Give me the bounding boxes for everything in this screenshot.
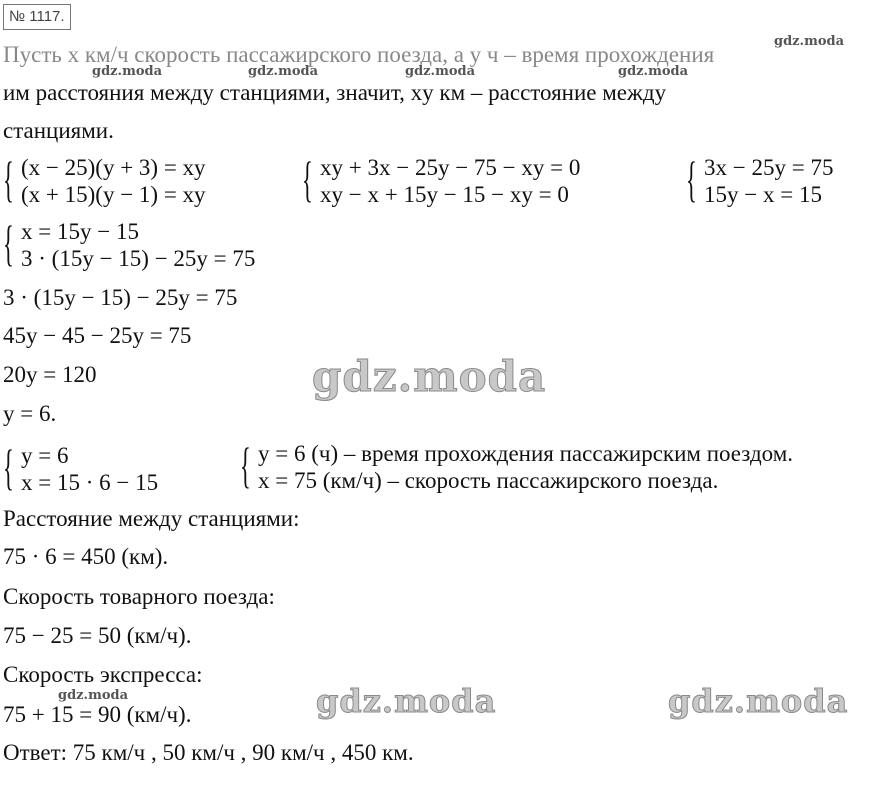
equation-4: y = 6. bbox=[3, 401, 57, 426]
watermark: gdz.moda bbox=[774, 34, 845, 49]
equation-1: 3 · (15y − 15) − 25y = 75 bbox=[3, 285, 238, 310]
express-label: Скорость экспресса: bbox=[3, 662, 203, 687]
system-3-line-1: 3x − 25y = 75 bbox=[704, 155, 834, 180]
system-1-line-1: (x − 25)(y + 3) = xy bbox=[21, 155, 206, 180]
equation-3: 20y = 120 bbox=[3, 362, 97, 387]
express-calc: 75 + 15 = 90 (км/ч). bbox=[3, 702, 192, 727]
system-6-line-2: x = 75 (км/ч) – скорость пассажирского поезда. bbox=[258, 468, 719, 493]
watermark-large: gdz.moda bbox=[668, 682, 849, 720]
answer-line: Ответ: 75 км/ч , 50 км/ч , 90 км/ч , 450 км. bbox=[3, 740, 414, 765]
distance-label: Расстояние между станциями: bbox=[3, 506, 300, 531]
system-4-line-1: x = 15y − 15 bbox=[21, 219, 139, 244]
brace-icon: { bbox=[3, 215, 14, 271]
brace-icon: { bbox=[3, 439, 14, 495]
intro-line-3: станциями. bbox=[3, 118, 114, 143]
intro-line-2: им расстояния между станциями, значит, xy км – расстояние между bbox=[3, 80, 667, 105]
freight-calc: 75 − 25 = 50 (км/ч). bbox=[3, 623, 192, 648]
system-3-line-2: 15y − x = 15 bbox=[704, 182, 822, 207]
watermark: gdz.moda bbox=[92, 64, 163, 79]
watermark-large: gdz.moda bbox=[316, 682, 497, 720]
brace-icon: { bbox=[302, 151, 313, 207]
intro-line-1: Пусть x км/ч скорость пассажирского поезда, а y ч – время прохождения bbox=[3, 42, 715, 67]
brace-icon: { bbox=[3, 151, 14, 207]
watermark-large: gdz.moda bbox=[312, 352, 547, 401]
watermark: gdz.moda bbox=[248, 64, 319, 79]
system-5-line-2: x = 15 · 6 − 15 bbox=[21, 470, 159, 495]
brace-icon: { bbox=[240, 437, 251, 493]
watermark: gdz.moda bbox=[58, 688, 129, 703]
system-2-line-2: xy − x + 15y − 15 − xy = 0 bbox=[320, 182, 569, 207]
equation-2: 45y − 45 − 25y = 75 bbox=[3, 323, 192, 348]
problem-number: № 1117. bbox=[3, 4, 71, 30]
watermark: gdz.moda bbox=[618, 64, 689, 79]
system-6-line-1: y = 6 (ч) – время прохождения пассажирским поездом. bbox=[258, 441, 794, 466]
brace-icon: { bbox=[686, 151, 697, 207]
freight-label: Скорость товарного поезда: bbox=[3, 584, 275, 609]
system-2-line-1: xy + 3x − 25y − 75 − xy = 0 bbox=[320, 155, 581, 180]
system-1-line-2: (x + 15)(y − 1) = xy bbox=[21, 182, 206, 207]
distance-calc: 75 · 6 = 450 (км). bbox=[3, 544, 169, 569]
system-5-line-1: y = 6 bbox=[21, 443, 69, 468]
watermark: gdz.moda bbox=[405, 64, 476, 79]
system-4-line-2: 3 · (15y − 15) − 25y = 75 bbox=[21, 246, 256, 271]
